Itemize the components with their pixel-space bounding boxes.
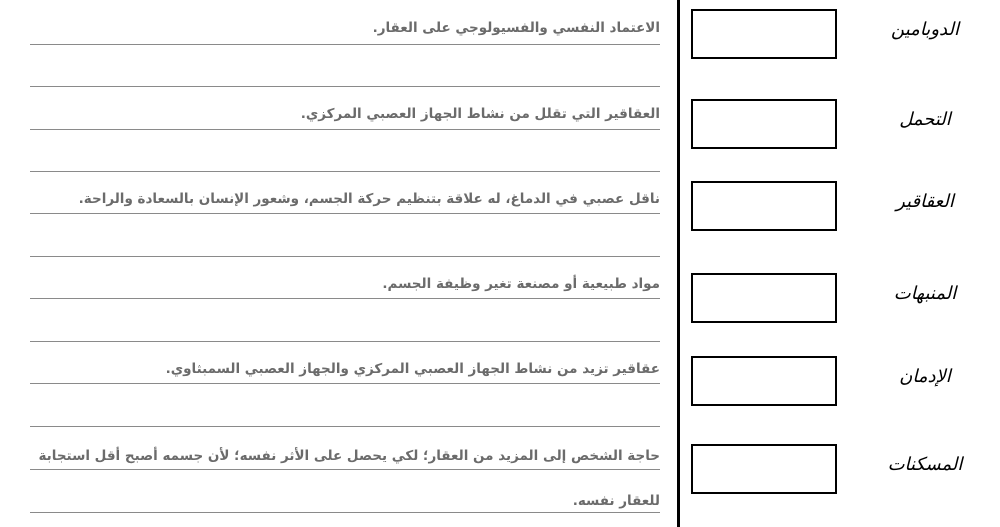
definition-row [30,171,660,257]
definition-text: العقاقير التي تقلل من نشاط الجهاز العصبي المركزي. [300,106,660,122]
term-row [685,181,1000,241]
terms-column [685,0,1000,527]
definition-text: الاعتماد النفسي والفسيولوجي على العقار. [372,20,660,36]
term-label: العقاقير [896,191,954,212]
answer-box[interactable] [691,181,837,231]
term-row [685,444,1000,504]
term-label: التحمل [899,109,951,130]
answer-line [30,213,660,214]
definition-text: ناقل عصبي في الدماغ، له علاقة بتنظيم حركة الجسم، وشعور الإنسان بالسعادة والراحة. [78,191,660,207]
term-row [685,99,1000,159]
definition-row [30,86,660,172]
definitions-column [30,0,660,527]
term-label: الإدمان [899,366,951,387]
definition-row [30,0,660,86]
answer-box[interactable] [691,356,837,406]
definition-text: حاجة الشخص إلى المزيد من العقار؛ لكي يحصل على الأثر نفسه؛ لأن جسمه أصبح أقل استجابة للعقار نفسه. [38,448,660,509]
answer-line [30,512,660,513]
answer-box[interactable] [691,444,837,494]
answer-box[interactable] [691,273,837,323]
definition-row [30,341,660,427]
answer-line [30,383,660,384]
term-label: المسكنات [887,454,963,475]
answer-box[interactable] [691,99,837,149]
definition-text: مواد طبيعية أو مصنعة تغير وظيفة الجسم. [382,276,660,292]
definition-row [30,256,660,342]
answer-line [30,469,660,470]
definition-text: عقاقير تزيد من نشاط الجهاز العصبي المركزي والجهاز العصبي السمبثاوي. [165,361,660,377]
column-divider [677,0,680,527]
answer-line [30,298,660,299]
answer-line [30,44,660,45]
term-label: المنبهات [893,283,957,304]
term-label: الدوبامين [891,19,959,40]
term-row [685,9,1000,69]
term-row [685,273,1000,333]
definition-row [30,426,660,512]
answer-line [30,129,660,130]
answer-box[interactable] [691,9,837,59]
term-row [685,356,1000,416]
